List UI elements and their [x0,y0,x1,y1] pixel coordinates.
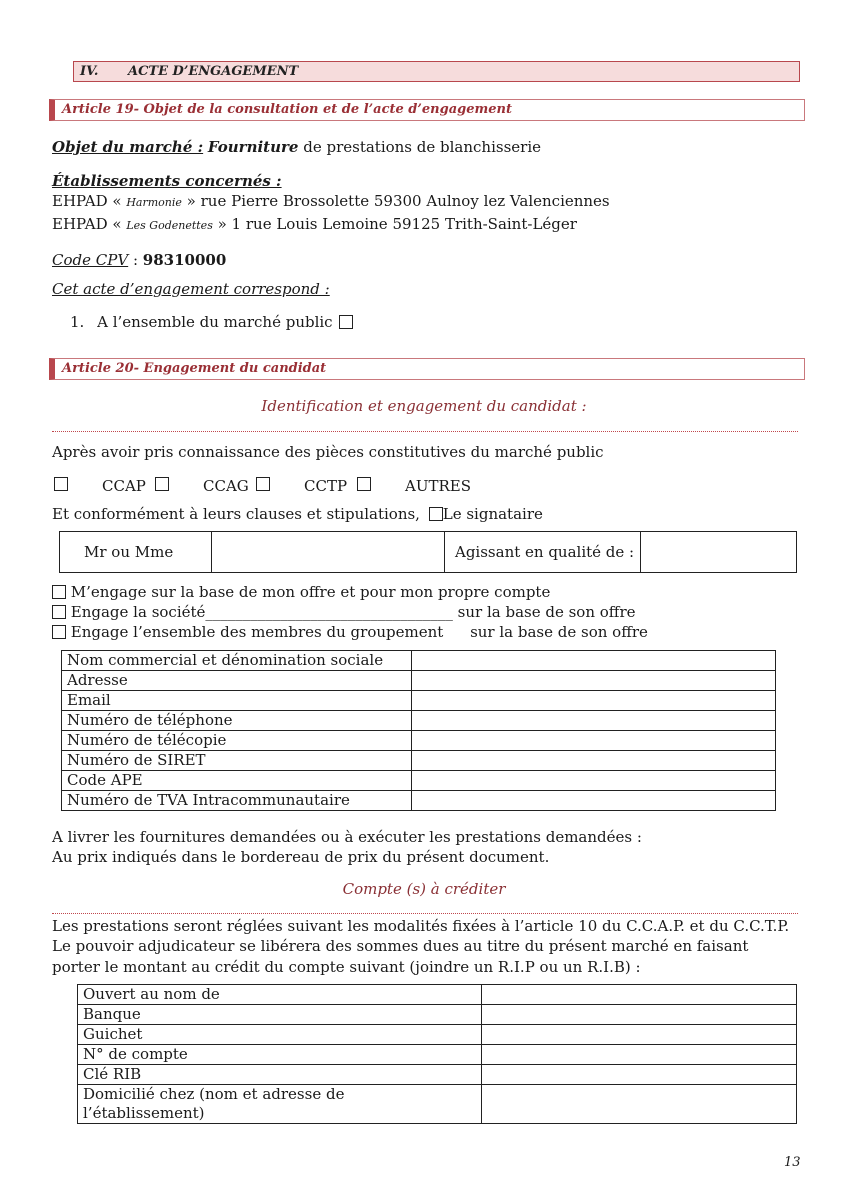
section-title: ACTE D’ENGAGEMENT [128,64,299,79]
apres-text: Après avoir pris connaissance des pièces constitutives du marché public [52,443,604,461]
bank-row [78,1065,797,1085]
etablissement-1 [52,191,610,213]
bank-row [78,1005,797,1025]
article-20-heading: Article 20- Engagement du candidat [49,358,805,380]
company-row [62,651,776,671]
engage-3-text-b: sur la base de son offre [470,623,648,641]
etablissement-2 [52,214,577,236]
company-row-input[interactable] [412,731,776,751]
bank-row-domicilie [78,1085,797,1124]
cell-qualite-input[interactable] [641,532,797,573]
etab1-name: Harmonie [126,196,182,209]
company-row [62,771,776,791]
signataire-label: Le signataire [442,505,543,523]
cpv-sep: : [128,251,143,269]
presta-line-3: porter le montant au crédit du compte suivant (joindre un R.I.P ou un R.I.B) : [52,958,641,976]
company-row-input[interactable] [412,691,776,711]
label-cctp: CCTP [304,477,348,495]
bank-row-input[interactable] [482,1005,797,1025]
company-row-input[interactable] [412,771,776,791]
bank-row-input[interactable] [482,1085,797,1124]
engage-3-text-a: Engage l’ensemble des membres du groupement [70,623,444,641]
label-ccag: CCAG [203,477,249,495]
company-row-input[interactable] [412,651,776,671]
conformement-line [52,504,543,524]
etab1-post: » rue Pierre Brossolette 59300 Aulnoy lez Valenciennes [181,192,610,210]
page-number: 13 [784,1155,801,1170]
label-autres: AUTRES [405,477,471,495]
bank-row-input[interactable] [482,1025,797,1045]
section-number: IV. [80,64,99,79]
bank-table [77,984,797,1124]
bank-row-input[interactable] [482,1045,797,1065]
domicilie-line-1: Domicilié chez (nom et adresse de [83,1085,345,1103]
identification-subtitle: Identification et engagement du candidat : [261,397,587,415]
company-row [62,731,776,751]
compte-subtitle: Compte (s) à créditer [342,880,506,898]
dotted-divider [52,431,798,432]
checkbox-autres[interactable] [357,477,371,491]
domicilie-line-2: l’établissement) [83,1104,205,1122]
label-ccap: CCAP [102,477,146,495]
company-row [62,671,776,691]
checkbox-ccag[interactable] [155,477,169,491]
etab1-pre: EHPAD « [52,192,127,210]
company-row-input[interactable] [412,711,776,731]
company-row [62,791,776,811]
etab2-post: » 1 rue Louis Lemoine 59125 Trith-Saint-Léger [212,215,577,233]
engage-option-2 [52,602,636,622]
bank-row [78,985,797,1005]
checkbox-engage-groupement[interactable] [52,625,66,639]
company-row-label: Numéro de télécopie [62,731,412,751]
bank-row-label: Clé RIB [78,1065,482,1085]
checkbox-ensemble-marche[interactable] [339,315,353,329]
livrer-line-1: A livrer les fournitures demandées ou à exécuter les prestations demandées : [52,828,642,846]
objet-rest: de prestations de blanchisserie [298,138,541,156]
checkbox-cctp[interactable] [256,477,270,491]
checkbox-ccap[interactable] [54,477,68,491]
cell-mr-mme: Mr ou Mme [60,532,212,573]
cpv-label: Code CPV [52,251,129,269]
engage-1-text: M’engage sur la base de mon offre et pour mon propre compte [70,583,551,601]
bank-row-input[interactable] [482,985,797,1005]
company-row-label: Numéro de téléphone [62,711,412,731]
company-row-input[interactable] [412,791,776,811]
cell-qualite-label: Agissant en qualité de : [445,532,641,573]
bank-row-label [78,1085,482,1124]
bank-row-label: N° de compte [78,1045,482,1065]
section-header [73,61,800,82]
item-1-number: 1. [70,313,85,331]
item-1 [70,312,353,332]
objet-bold: Fourniture [207,138,299,156]
checkbox-signataire[interactable] [429,507,443,521]
company-row-label: Numéro de TVA Intracommunautaire [62,791,412,811]
article-19-heading: Article 19- Objet de la consultation et de l’acte d’engagement [49,99,805,121]
etab2-name: Les Godenettes [126,219,213,232]
bank-row-label: Guichet [78,1025,482,1045]
company-row [62,691,776,711]
objet-line [52,137,541,157]
engage-option-3 [52,622,648,642]
company-row [62,751,776,771]
company-row-label: Numéro de SIRET [62,751,412,771]
conformement-text: Et conformément à leurs clauses et stipulations, [52,505,420,523]
bank-row [78,1045,797,1065]
company-row-label: Email [62,691,412,711]
cell-nom-input[interactable] [212,532,445,573]
etab2-pre: EHPAD « [52,215,127,233]
company-row [62,711,776,731]
bank-row-label: Banque [78,1005,482,1025]
company-row-label: Code APE [62,771,412,791]
company-info-table [61,650,776,811]
checkbox-engage-propre[interactable] [52,585,66,599]
presta-line-2: Le pouvoir adjudicateur se libérera des sommes dues au titre du présent marché en faisant [52,937,749,955]
livrer-line-2: Au prix indiqués dans le bordereau de prix du présent document. [52,848,550,866]
checkbox-engage-societe[interactable] [52,605,66,619]
engage-2-text: Engage la société_________________________________ sur la base de son offre [70,603,636,621]
bank-row-label: Ouvert au nom de [78,985,482,1005]
item-1-label: A l’ensemble du marché public [97,313,333,331]
correspond-label: Cet acte d’engagement correspond : [52,280,330,298]
presta-line-1: Les prestations seront réglées suivant les modalités fixées à l’article 10 du C.C.A.P. et du C.C.T.P. [52,917,790,935]
objet-label: Objet du marché : [52,138,204,156]
signataire-table [59,531,797,573]
company-row-input[interactable] [412,671,776,691]
bank-row [78,1025,797,1045]
bank-row-input[interactable] [482,1065,797,1085]
company-row-input[interactable] [412,751,776,771]
cpv-value: 98310000 [142,251,227,269]
company-row-label: Adresse [62,671,412,691]
engage-option-1 [52,582,550,602]
company-row-label: Nom commercial et dénomination sociale [62,651,412,671]
etablissements-label: Établissements concernés : [52,172,282,190]
cpv-line [52,250,226,270]
dotted-divider-2 [52,913,798,914]
